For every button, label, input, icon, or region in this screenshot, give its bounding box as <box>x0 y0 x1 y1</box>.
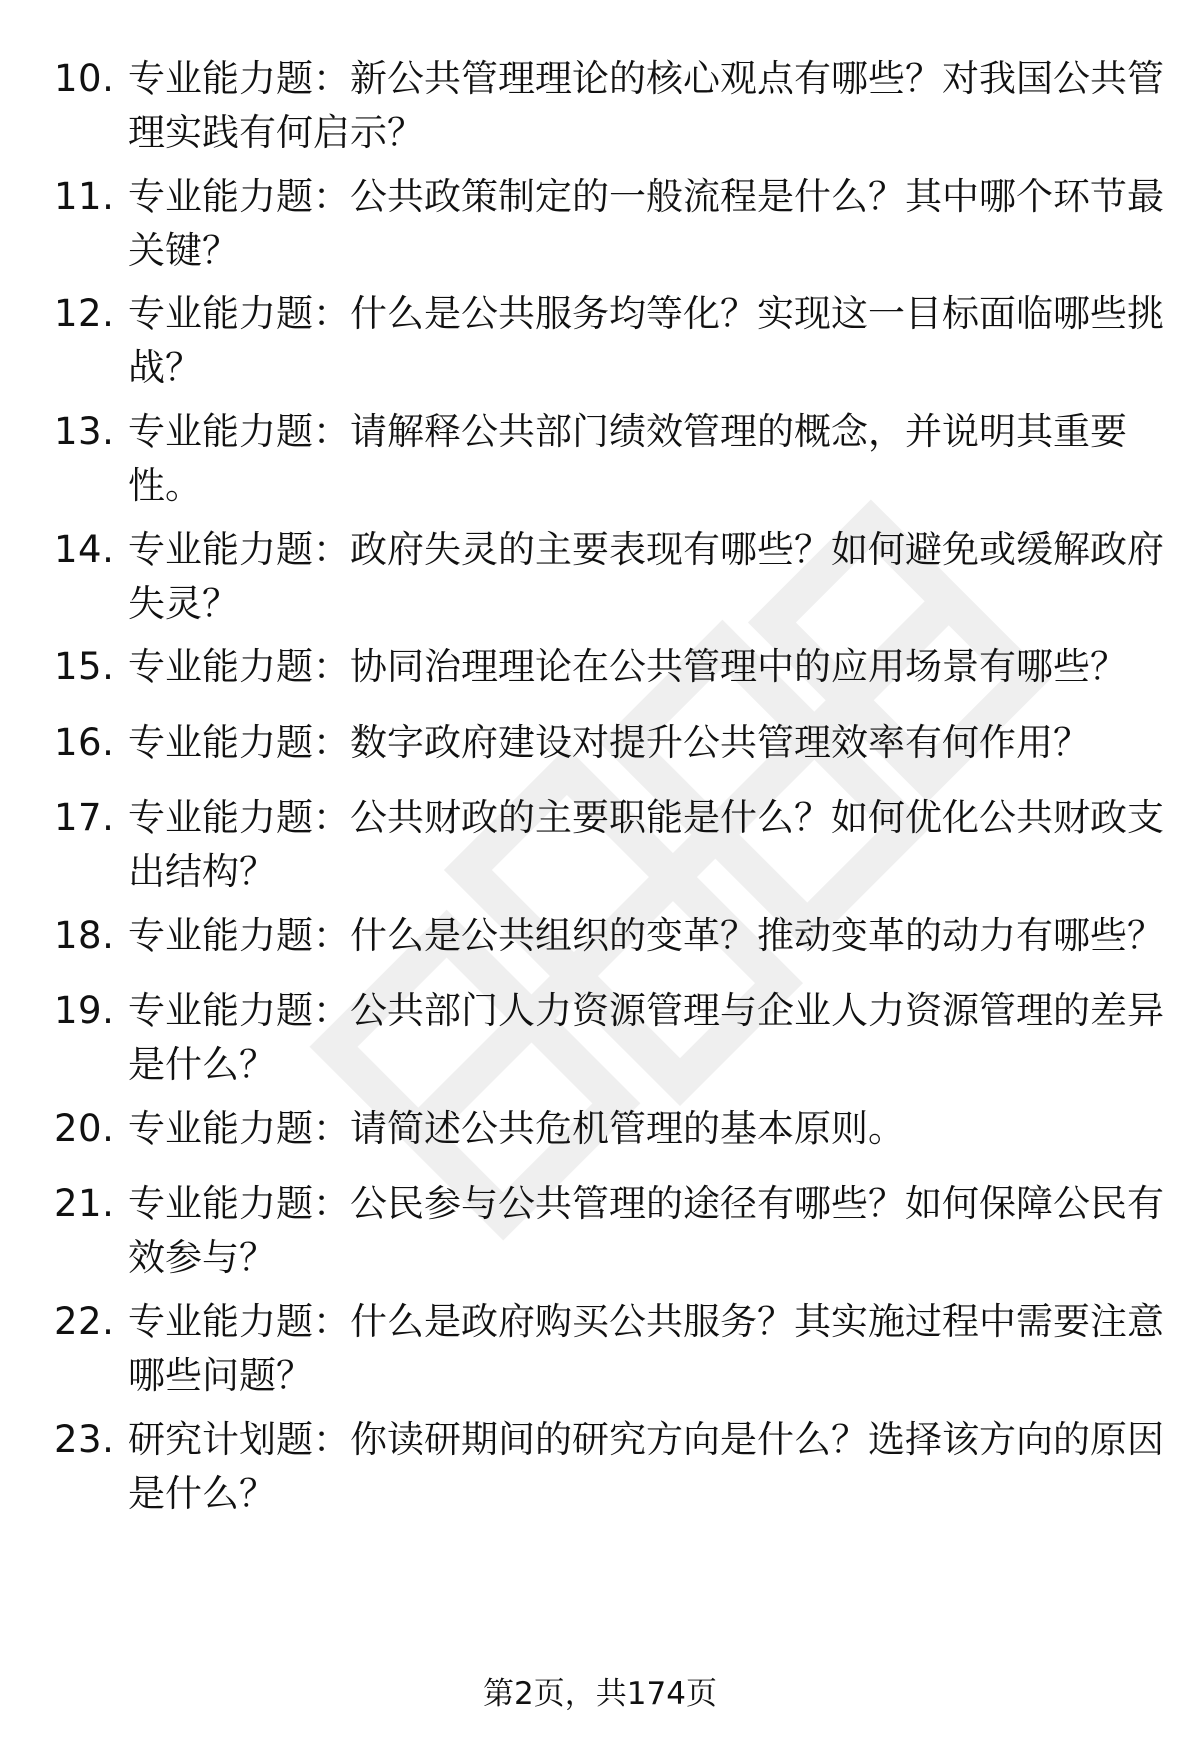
question-text-line: 专业能力题：公共财政的主要职能是什么？如何优化公共财政支 <box>128 796 1164 839</box>
question-text-line: 专业能力题：数字政府建设对提升公共管理效率有何作用？ <box>128 721 1090 764</box>
question-text <box>128 909 1164 963</box>
question-number: 22. <box>54 1300 115 1343</box>
page-footer: 第2页，共174页 <box>483 1676 717 1712</box>
question-text <box>128 716 1138 770</box>
question-text <box>128 640 1138 694</box>
question-number: 15. <box>54 645 115 688</box>
question-text-line: 性。 <box>128 464 202 507</box>
question-number: 17. <box>54 796 115 839</box>
question-text <box>128 1102 1138 1156</box>
question-text <box>128 405 1138 513</box>
question-text <box>128 791 1164 899</box>
question-number: 10. <box>54 57 115 100</box>
question-number: 20. <box>54 1107 115 1150</box>
question-text-line: 专业能力题：什么是政府购买公共服务？其实施过程中需要注意 <box>128 1300 1164 1343</box>
question-text <box>128 170 1164 278</box>
question-number: 21. <box>54 1182 115 1225</box>
question-text-line: 是什么？ <box>128 1472 276 1515</box>
question-text-line: 专业能力题：公民参与公共管理的途径有哪些？如何保障公民有 <box>128 1182 1164 1225</box>
question-text-line: 哪些问题？ <box>128 1354 313 1397</box>
question-text-line: 专业能力题：政府失灵的主要表现有哪些？如何避免或缓解政府 <box>128 528 1164 571</box>
question-text <box>128 1413 1164 1521</box>
question-text-line: 专业能力题：公共政策制定的一般流程是什么？其中哪个环节最 <box>128 175 1164 218</box>
question-number: 13. <box>54 410 115 453</box>
question-text-line: 专业能力题：新公共管理理论的核心观点有哪些？对我国公共管 <box>128 57 1164 100</box>
question-text <box>128 52 1164 160</box>
question-number: 16. <box>54 721 115 764</box>
question-number: 11. <box>54 175 115 218</box>
question-text-line: 专业能力题：什么是公共服务均等化？实现这一目标面临哪些挑 <box>128 292 1164 335</box>
question-text-line: 效参与？ <box>128 1236 276 1279</box>
question-text <box>128 984 1164 1092</box>
question-text <box>128 523 1164 631</box>
question-text <box>128 1295 1164 1403</box>
question-number: 14. <box>54 528 115 571</box>
question-text-line: 是什么？ <box>128 1043 276 1086</box>
question-text-line: 战？ <box>128 346 202 389</box>
question-text-line: 专业能力题：协同治理理论在公共管理中的应用场景有哪些？ <box>128 645 1127 688</box>
question-text-line: 理实践有何启示？ <box>128 111 424 154</box>
question-text <box>128 1177 1164 1285</box>
question-text-line: 研究计划题：你读研期间的研究方向是什么？选择该方向的原因 <box>128 1418 1164 1461</box>
question-text-line: 专业能力题：请简述公共危机管理的基本原则。 <box>128 1107 905 1150</box>
question-text-line: 专业能力题：请解释公共部门绩效管理的概念，并说明其重要 <box>128 410 1127 453</box>
question-number: 19. <box>54 989 115 1032</box>
question-text <box>128 287 1164 395</box>
question-number: 12. <box>54 292 115 335</box>
question-text-line: 专业能力题：什么是公共组织的变革？推动变革的动力有哪些？ <box>128 914 1164 957</box>
question-text-line: 关键？ <box>128 229 239 272</box>
question-text-line: 专业能力题：公共部门人力资源管理与企业人力资源管理的差异 <box>128 989 1164 1032</box>
question-text-line: 失灵？ <box>128 582 239 625</box>
question-number: 23. <box>54 1418 115 1461</box>
question-text-line: 出结构？ <box>128 850 276 893</box>
question-number: 18. <box>54 914 115 957</box>
